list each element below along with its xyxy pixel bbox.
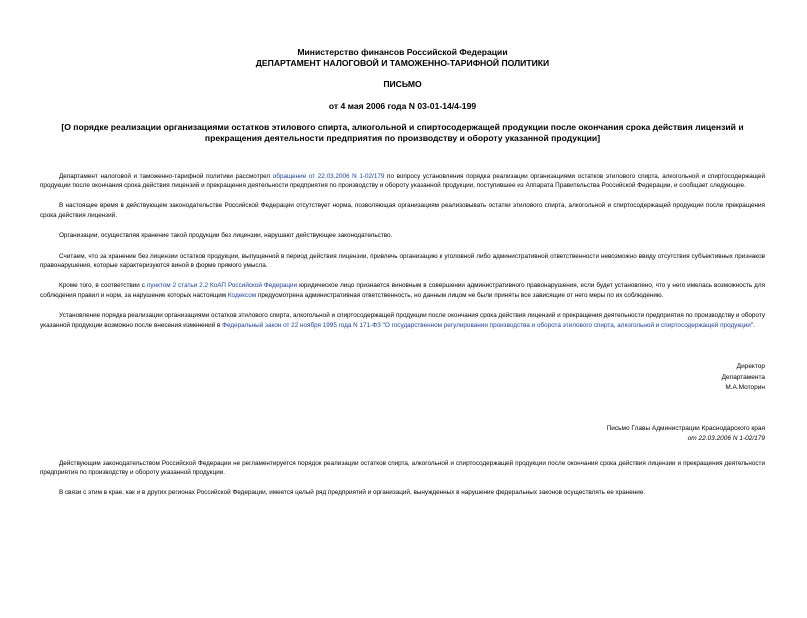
document-title: [О порядке реализации организациями остатков этилового спирта, алкогольной и спиртосодержащей продукции после окончания срока действия лицензий и прекращения деятельности предприятия по производству и обороту указанной продукции]	[61, 122, 744, 143]
document-type: ПИСЬМО	[383, 79, 422, 90]
paragraph-1: Департамент налоговой и таможенно-тарифной политики рассмотрел обращение от 22.03.2006 N 1-02/179 по вопросу установления порядка реализации организациями остатков этилового спирта, алкогольной и спиртосодержащей продукции после окончания срока действия лицензий и прекращения деятельности предприятия по производству и обороту указанной продукции, поступившее из Аппарата Правительства Российской Федерации, и сообщает следующее.	[40, 172, 766, 189]
reference-source: Письмо Главы Администрации Краснодарского края	[606, 424, 765, 432]
reference-date-number: от 22.03.2006 N 1-02/179	[687, 434, 765, 442]
paragraph-6: Установление порядка реализации организациями остатков этилового спирта, алкогольной и спиртосодержащей продукции после окончания срока действия лицензий и прекращения деятельности предприятия по производству и обороту указанной продукции возможно после внесения изменений в Федеральный закон от 22 ноября 1995 года N 171-ФЗ "О государственном регулировании производства и оборота этилового спирта, алкогольной и спиртосодержащей продукции".	[40, 312, 765, 329]
link-code[interactable]: Кодексом	[227, 291, 257, 299]
paragraph-2: В настоящее время в действующем законодательстве Российской Федерации отсутствует норма, позволяющая организациям реализовывать остатки этилового спирта, алкогольной и спиртосодержащей продукции после прекращения срока действия лицензий.	[40, 202, 765, 219]
signature-block	[40, 362, 765, 394]
link-federal-law[interactable]: Федеральный закон от 22 ноября 1995 года N 171-ФЗ	[222, 321, 381, 329]
link-appeal[interactable]: обращение от 22.03.2006 N 1-02/179	[272, 172, 385, 180]
signatory-name: М.А.Моторин	[725, 384, 765, 392]
department-name: ДЕПАРТАМЕНТ НАЛОГОВОЙ И ТАМОЖЕННО-ТАРИФНОЙ ПОЛИТИКИ	[255, 57, 550, 68]
document-header	[40, 47, 765, 144]
attached-paragraph-1: Действующим законодательством Российской Федерации не регламентируется порядок реализации остатков спирта, алкогольной и спиртосодержащей продукции после окончания срока действия лицензии и прекращения деятельности предприятия по производству и обороту указанной продукции.	[40, 459, 765, 476]
signatory-position: Директор	[736, 363, 765, 371]
attached-paragraph-2: В связи с этим в крае, как и в других регионах Российской Федерации, имеется целый ряд предприятий и организаций, вынужденных в нарушение федеральных законов осуществлять ее хранение.	[59, 489, 646, 497]
paragraph-5: Кроме того, в соответствии с пунктом 2 статьи 2.2 КоАП Российской Федерации юридическое лицо признается виновным в совершении административного правонарушения, если будет установлено, что у него имелась возможность для соблюдения правил и норм, за нарушение которых настоящим Кодексом предусмотрена административная ответственность, но данным лицом не были приняты все зависящие от него меры по их соблюдению.	[40, 282, 766, 299]
paragraph-3: Организации, осуществляя хранение такой продукции без лицензии, нарушают действующее законодательство.	[59, 232, 393, 240]
link-koap-article[interactable]: пунктом 2 статьи 2.2 КоАП Российской Федерации	[146, 282, 298, 290]
document-page	[0, 47, 807, 618]
reference-block	[40, 424, 765, 444]
paragraph-4: Считаем, что за хранение без лицензии остатков продукции, выпущенной в период действия лицензии, привлечь организацию к уголовной либо административной ответственности невозможно ввиду отсутствия субъективных признаков правонарушения, которые характеризуются виной в форме прямого умысла.	[40, 252, 765, 269]
attached-letter-body	[40, 459, 765, 498]
link-law-title[interactable]: О государственном регулировании производства и оборота этилового спирта, алкогольной и спиртосодержащей продукции	[384, 321, 751, 329]
ministry-name: Министерство финансов Российской Федерации	[297, 47, 508, 57]
document-date-number: от 4 мая 2006 года N 03-01-14/4-199	[328, 100, 477, 111]
document-body	[40, 172, 765, 330]
signatory-unit: Департамента	[721, 373, 765, 381]
